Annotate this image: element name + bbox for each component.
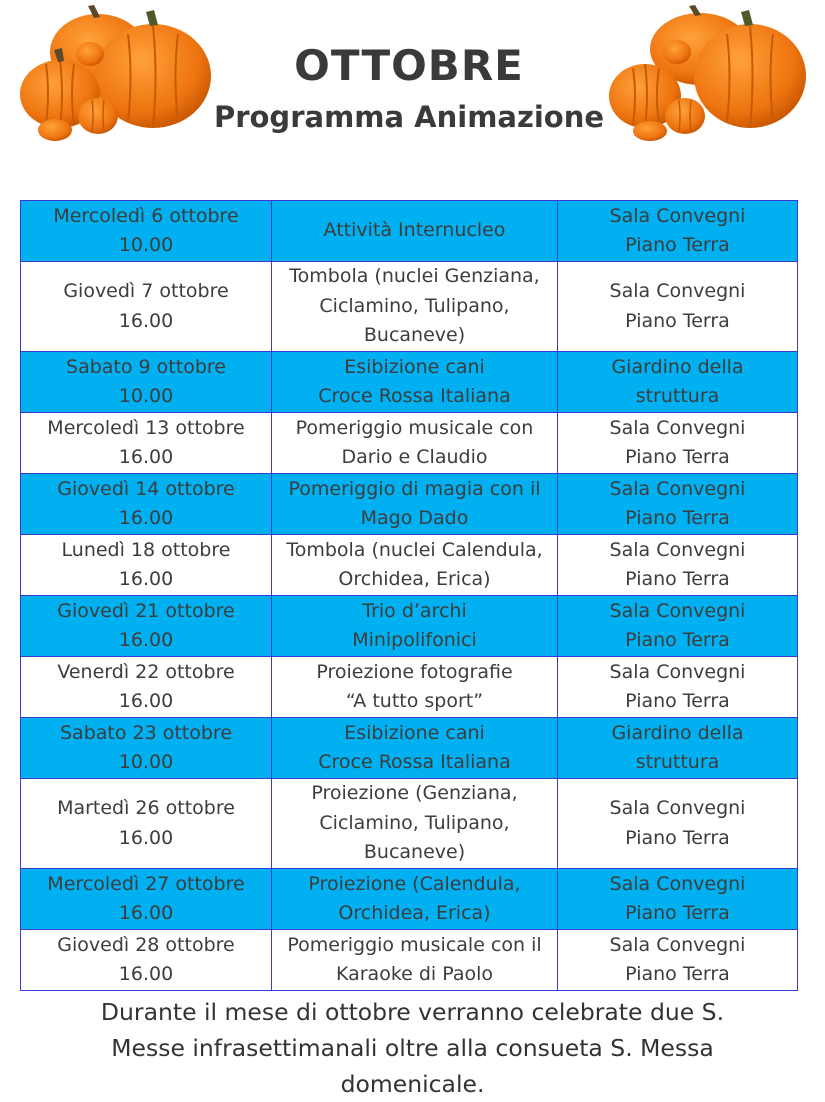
event-place-cell <box>558 352 798 413</box>
event-place-cell <box>558 535 798 596</box>
event-activity-cell-line: Croce Rossa Italiana <box>318 385 511 407</box>
event-date-cell-line: 16.00 <box>118 902 174 924</box>
event-activity-cell <box>272 352 558 413</box>
event-place-cell-line: Piano Terra <box>625 234 730 256</box>
event-place-cell <box>558 596 798 657</box>
event-place-cell-line: Piano Terra <box>625 629 730 651</box>
event-activity-cell-line: Trio d’archi <box>362 599 467 622</box>
event-activity-cell-line: Attività Internucleo <box>323 219 506 242</box>
event-place-cell-line: struttura <box>635 385 720 407</box>
event-place-cell <box>558 779 798 869</box>
event-place-cell-line: Piano Terra <box>625 902 730 924</box>
event-date-cell-line: Martedì 26 ottobre <box>57 797 235 819</box>
event-date-cell <box>21 869 272 930</box>
page-subtitle: Programma Animazione <box>213 100 605 134</box>
table-row <box>21 262 798 352</box>
table-row <box>21 201 798 262</box>
event-activity-cell-line: Ciclamino, Tulipano, <box>319 294 510 317</box>
table-row <box>21 779 798 869</box>
event-activity-cell-line: Proiezione (Genziana, <box>311 782 518 805</box>
table-row <box>21 718 798 779</box>
event-activity-cell-line: Tombola (nuclei Genziana, <box>289 265 540 288</box>
event-activity-cell <box>272 474 558 535</box>
event-place-cell-line: Piano Terra <box>625 446 730 468</box>
event-activity-cell-line: Bucaneve) <box>363 324 466 347</box>
event-date-cell <box>21 535 272 596</box>
event-place-cell-line: Sala Convegni <box>609 280 746 302</box>
event-activity-cell <box>272 657 558 718</box>
page-title: OTTOBRE <box>294 41 524 90</box>
event-activity-cell-line: Dario e Claudio <box>341 446 488 468</box>
event-date-cell <box>21 657 272 718</box>
event-activity-cell <box>272 413 558 474</box>
event-place-cell <box>558 474 798 535</box>
event-date-cell-line: Mercoledì 13 ottobre <box>47 416 245 439</box>
event-date-cell-line: Sabato 9 ottobre <box>66 355 226 378</box>
footer-note <box>40 994 785 1102</box>
event-activity-cell-line: Proiezione fotografie <box>316 660 513 683</box>
event-date-cell <box>21 201 272 262</box>
event-activity-cell <box>272 596 558 657</box>
event-date-cell <box>21 930 272 991</box>
pumpkins-icon <box>605 4 810 142</box>
event-date-cell-line: 16.00 <box>118 446 174 468</box>
event-place-cell-line: Sala Convegni <box>609 416 746 439</box>
event-date-cell-line: 16.00 <box>118 309 174 332</box>
footer-line: Messe infrasettimanali oltre alla consueta S. Messa <box>111 1034 714 1062</box>
event-place-cell-line: struttura <box>635 751 720 773</box>
event-date-cell-line: Giovedì 14 ottobre <box>57 477 235 500</box>
event-activity-cell <box>272 201 558 262</box>
event-activity-cell-line: Esibizione cani <box>344 721 485 744</box>
event-activity-cell <box>272 535 558 596</box>
footer-line: domenicale. <box>340 1070 485 1098</box>
event-activity-cell-line: Minipolifonici <box>352 629 477 651</box>
event-place-cell-line: Sala Convegni <box>609 872 746 895</box>
event-date-cell <box>21 718 272 779</box>
event-place-cell <box>558 262 798 352</box>
event-date-cell-line: Lunedì 18 ottobre <box>61 538 231 561</box>
event-activity-cell <box>272 718 558 779</box>
event-place-cell <box>558 657 798 718</box>
event-date-cell-line: Mercoledì 6 ottobre <box>53 204 239 227</box>
event-place-cell <box>558 413 798 474</box>
event-activity-cell-line: “A tutto sport” <box>345 690 484 712</box>
event-place-cell <box>558 201 798 262</box>
event-date-cell <box>21 779 272 869</box>
event-activity-cell-line: Karaoke di Paolo <box>335 963 494 985</box>
pumpkins-icon <box>8 4 213 142</box>
event-activity-cell-line: Pomeriggio musicale con <box>295 416 534 439</box>
event-activity-cell <box>272 779 558 869</box>
event-date-cell-line: 16.00 <box>118 568 174 590</box>
event-date-cell <box>21 352 272 413</box>
table-row <box>21 352 798 413</box>
event-place-cell-line: Sala Convegni <box>609 660 746 683</box>
event-place-cell-line: Sala Convegni <box>609 599 746 622</box>
event-place-cell-line: Giardino della <box>611 355 744 378</box>
event-activity-cell-line: Proiezione (Calendula, <box>308 872 521 895</box>
page-header <box>0 0 825 160</box>
event-place-cell-line: Sala Convegni <box>609 797 746 819</box>
table-row <box>21 869 798 930</box>
table-row <box>21 413 798 474</box>
event-date-cell-line: 10.00 <box>118 751 174 773</box>
table-row <box>21 657 798 718</box>
event-date-cell-line: 16.00 <box>118 629 174 651</box>
event-date-cell-line: Venerdì 22 ottobre <box>57 660 235 683</box>
event-place-cell-line: Piano Terra <box>625 507 730 529</box>
event-date-cell-line: Mercoledì 27 ottobre <box>47 872 245 895</box>
event-place-cell-line: Piano Terra <box>625 826 730 849</box>
table-row <box>21 930 798 991</box>
event-date-cell-line: 16.00 <box>118 963 174 985</box>
event-activity-cell-line: Ciclamino, Tulipano, <box>319 811 510 834</box>
table-row <box>21 474 798 535</box>
event-activity-cell-line: Bucaneve) <box>363 841 466 864</box>
event-date-cell-line: 16.00 <box>118 690 174 712</box>
event-activity-cell <box>272 262 558 352</box>
event-activity-cell-line: Orchidea, Erica) <box>338 568 491 590</box>
event-activity-cell-line: Mago Dado <box>360 507 469 529</box>
event-date-cell-line: 16.00 <box>118 507 174 529</box>
event-place-cell-line: Piano Terra <box>625 963 730 985</box>
event-place-cell-line: Sala Convegni <box>609 477 746 500</box>
footer-line: Durante il mese di ottobre verranno celebrate due S. <box>100 998 725 1026</box>
event-place-cell-line: Sala Convegni <box>609 204 746 227</box>
event-date-cell <box>21 596 272 657</box>
event-activity-cell-line: Croce Rossa Italiana <box>318 751 511 773</box>
event-activity-cell-line: Pomeriggio di magia con il <box>288 477 541 500</box>
table-row <box>21 535 798 596</box>
event-place-cell <box>558 930 798 991</box>
event-date-cell-line: 10.00 <box>118 234 174 256</box>
event-place-cell-line: Giardino della <box>611 721 744 744</box>
table-row <box>21 596 798 657</box>
event-place-cell-line: Piano Terra <box>625 568 730 590</box>
event-date-cell-line: 16.00 <box>118 826 174 849</box>
event-activity-cell-line: Tombola (nuclei Calendula, <box>286 538 543 561</box>
event-activity-cell-line: Orchidea, Erica) <box>338 902 491 924</box>
event-activity-cell <box>272 930 558 991</box>
event-place-cell <box>558 718 798 779</box>
event-activity-cell <box>272 869 558 930</box>
event-activity-cell-line: Esibizione cani <box>344 355 485 378</box>
event-date-cell-line: Sabato 23 ottobre <box>59 721 233 744</box>
event-activity-cell-line: Pomeriggio musicale con il <box>287 933 542 956</box>
event-date-cell-line: Giovedì 21 ottobre <box>57 599 235 622</box>
event-date-cell-line: Giovedì 28 ottobre <box>57 933 235 956</box>
event-place-cell-line: Sala Convegni <box>609 933 746 956</box>
event-date-cell-line: 10.00 <box>118 385 174 407</box>
event-place-cell-line: Piano Terra <box>625 309 730 332</box>
event-date-cell <box>21 262 272 352</box>
event-place-cell <box>558 869 798 930</box>
event-date-cell <box>21 474 272 535</box>
event-date-cell-line: Giovedì 7 ottobre <box>63 280 229 302</box>
event-date-cell <box>21 413 272 474</box>
events-table <box>20 200 798 991</box>
event-place-cell-line: Sala Convegni <box>609 538 746 561</box>
event-place-cell-line: Piano Terra <box>625 690 730 712</box>
